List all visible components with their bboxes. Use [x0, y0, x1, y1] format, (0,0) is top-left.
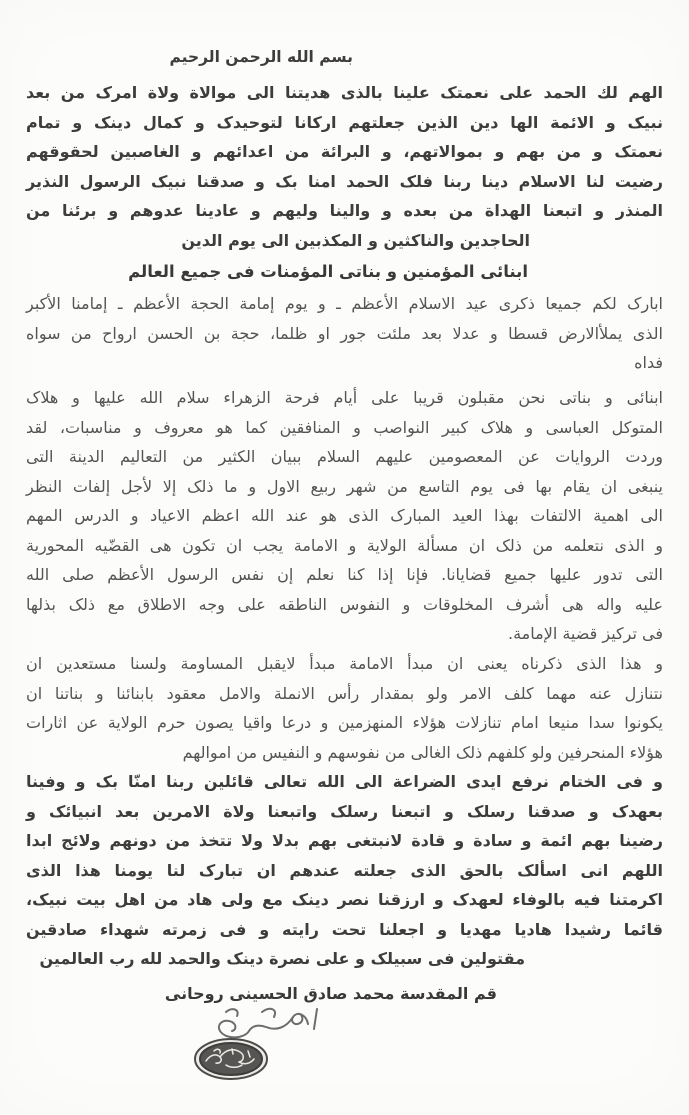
text-line: بعهدک و صدقنا رسلک و اتبعنا رسلک واتبعنا ولاة الامرين بعد انبيائک و	[26, 801, 663, 821]
opening-dua-paragraph	[26, 78, 663, 255]
text-line: يكونوا سدا منيعا امام تنازلات هؤلاء المنهزمين و درعا واقيا يصون حرم الولاية عن اثارات	[26, 713, 663, 732]
official-seal	[192, 1037, 270, 1081]
text-line: ينبغى ان يقام بها فى يوم التاسع من شهر ربيع الاول و ما ذلک إلا لأجل إلفات النظر	[26, 476, 663, 496]
text-line: رضينا بهم ائمة و سادة و قادة لانبتغى بهم بدلا ولا تتخذ من دونهم ولائج ابدا	[26, 831, 663, 850]
text-line: فداه	[634, 353, 663, 372]
basmala-heading: بسم الله الرحمن الرحيم	[169, 48, 353, 66]
text-line: عليه واله هى أشرف المخلوقات و النفوس الناطقه على وجه الاطلاق مع ذلک بذلها	[26, 594, 663, 614]
text-line: قائما رشيدا هاديا مهديا و اجعلنا تحت رايته و فى زمرته شهداء صادقين	[26, 919, 663, 939]
text-line: التى تدور عليها جميع قضايانا. فإنا إذا كنا نعلم إن نفس الرسول الأعظم صلى الله	[26, 565, 663, 584]
text-line: الذى يملأالارض قسطا و عدلا بعد ملئت جور او ظلما، حجة بن الحسن ارواح من سواه	[26, 323, 663, 343]
text-line: رضيت لنا الاسلام دينا ربنا فلک الحمد امنا بک و صدقنا نبيک الرسول النذير	[26, 171, 663, 191]
audience-header: ابنائى المؤمنين و بناتى المؤمنات فى جميع العالم	[128, 262, 528, 281]
text-line: و فى الختام نرفع ايدى الضراعة الى الله تعالى قائلين ربنا امنّا بک و وفينا	[26, 772, 663, 791]
body-paragraph-2	[26, 649, 663, 767]
text-line: نعمتک و من بهم و بموالاتهم، و البرائة من اعدائهم و الغاصبين لحقوقهم	[26, 142, 663, 161]
text-line: هؤلاء المنحرفين ولو كلفهم ذلک الغالى من نفوسهم و النفيس من اموالهم	[182, 742, 663, 762]
text-line: اكرمتنا فيه بالوفاء لعهدک و ارزقنا نصر دينک مع ولى هاد من اهل بيت نبيک،	[26, 890, 663, 909]
text-line: الحاجدين والناكثين و المكذبين الى يوم الدين	[181, 230, 530, 250]
text-line: المتوكل العباسى و هلاک كبير النواصب و المنافقين كما هو معروف و مناسبات، لقد	[26, 417, 663, 437]
text-line: نتنازل عنه مهما كلف الامر ولو بمقدار رأس الانملة والامل معقود بابنائنا و بناتنا ان	[26, 683, 663, 703]
text-line: نبيک و الائمة الها دين الذين جعلتهم اركانا لتوحيدک و كمال دينک و تمام	[26, 112, 663, 132]
text-line: و هذا الذى ذكرناه يعنى ان مبدأ الامامة مبدأ لايقبل المساومة ولسنا مستعدين ان	[26, 654, 663, 673]
handwritten-signature	[196, 1002, 326, 1042]
text-line: ابارک لكم جميعا ذكرى عيد الاسلام الأعظم ـ و يوم إمامة الحجة الأعظم ـ إمامنا الأكبر	[26, 294, 663, 313]
text-line: الهم لك الحمد على نعمتک علينا بالذى هديتنا الى موالاة ولاة امرک من بعد	[26, 83, 663, 102]
text-line: وردت الروايات عن المعصومين عليهم السلام ببيان الكثير من التعاليم الدينة التى	[26, 447, 663, 466]
text-line: فى تركيز قضية الإمامة.	[508, 624, 663, 643]
closing-dua-paragraph	[26, 767, 663, 974]
text-line: ابنائى و بناتى نحن مقبلون قريبا على أيام فرحة الزهراء سلام الله عليها و هلاک	[26, 388, 663, 407]
greeting-paragraph	[26, 289, 663, 378]
text-line: مقتولين فى سبيلک و على نصرة دينک والحمد لله رب العالمين	[39, 949, 525, 968]
text-line: المنذر و اتبعنا الهداة من بعده و والينا وليهم و عادينا عدوهم و برئنا من	[26, 201, 663, 220]
text-line: الى اهمية الالتفات بهذا العيد المبارک الذى هو عند الله اعظم الاعياد و الدرس المهم	[26, 506, 663, 525]
author-signature-line: قم المقدسة محمد صادق الحسينى روحانى	[164, 984, 497, 1003]
text-line: اللهم انى اسألک بالحق الذى جعلته عندهم ان تبارک لنا يومنا هذا الذى	[26, 860, 663, 880]
text-line: و الذى نتعلمه من ذلک ان مسألة الولاية و الامامة يجب ان تكون هى القضّيه المحورية	[26, 535, 663, 555]
body-paragraph-1	[26, 383, 663, 649]
